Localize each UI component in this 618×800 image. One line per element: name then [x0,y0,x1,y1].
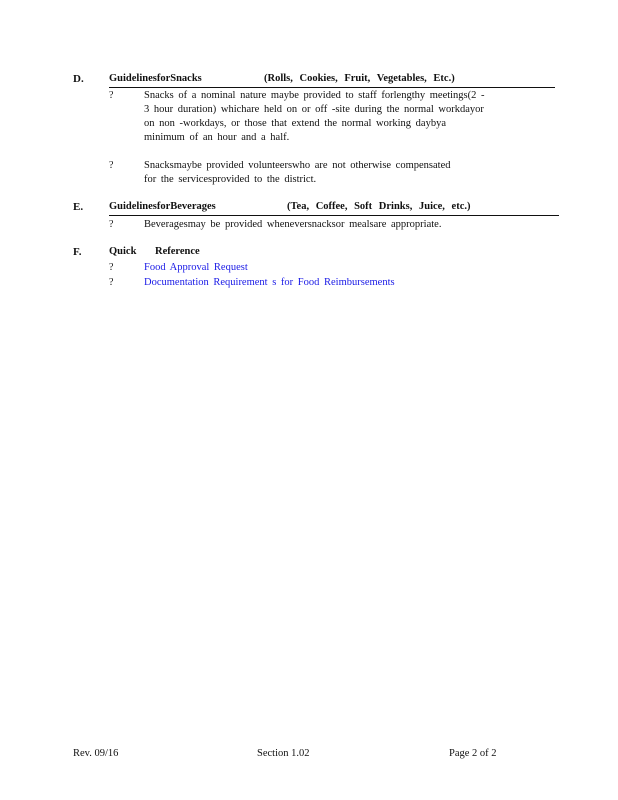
footer-page-number: Page 2 of 2 [449,748,497,759]
section-d-heading-examples: (Rolls, Cookies, Fruit, Vegetables, Etc.) [264,73,455,84]
section-d-bullet2-line2: for the servicesprovided to the district. [144,174,317,185]
section-f-heading-reference: Reference [155,246,200,257]
section-d-underline [109,87,555,88]
bullet-icon: ? [109,160,114,171]
section-d-heading-title: GuidelinesforSnacks [109,73,202,84]
section-e-bullet1-line1: Beveragesmay be provided wheneversnacksor mealsare appropriate. [144,219,442,230]
section-d-letter: D. [73,73,84,85]
bullet-icon: ? [109,277,114,288]
section-d-bullet2-line1: Snacksmaybe provided volunteerswho are not otherwise compensated [144,160,451,171]
section-e-underline [109,215,559,216]
section-d-bullet1-line1: Snacks of a nominal nature maybe provided to staff forlengthy meetings(2 - [144,90,485,101]
section-d-bullet1-line3: on non -workdays, or those that extend the normal working daybya [144,118,446,129]
bullet-icon: ? [109,90,114,101]
section-e-heading-title: GuidelinesforBeverages [109,201,216,212]
section-e-letter: E. [73,201,84,213]
footer-revision: Rev. 09/16 [73,748,119,759]
food-approval-request-link[interactable]: Food Approval Request [144,262,248,273]
footer-section: Section 1.02 [257,748,310,759]
food-reimbursement-docs-link[interactable]: Documentation Requirement s for Food Reimbursements [144,277,395,288]
section-d-bullet1-line2: 3 hour duration) whichare held on or off -site during the normal workdayor [144,104,484,115]
section-f-letter: F. [73,246,82,258]
bullet-icon: ? [109,262,114,273]
section-f-heading-quick: Quick [109,246,137,257]
section-e-heading-examples: (Tea, Coffee, Soft Drinks, Juice, etc.) [287,201,471,212]
bullet-icon: ? [109,219,114,230]
section-d-bullet1-line4: minimum of an hour and a half. [144,132,290,143]
